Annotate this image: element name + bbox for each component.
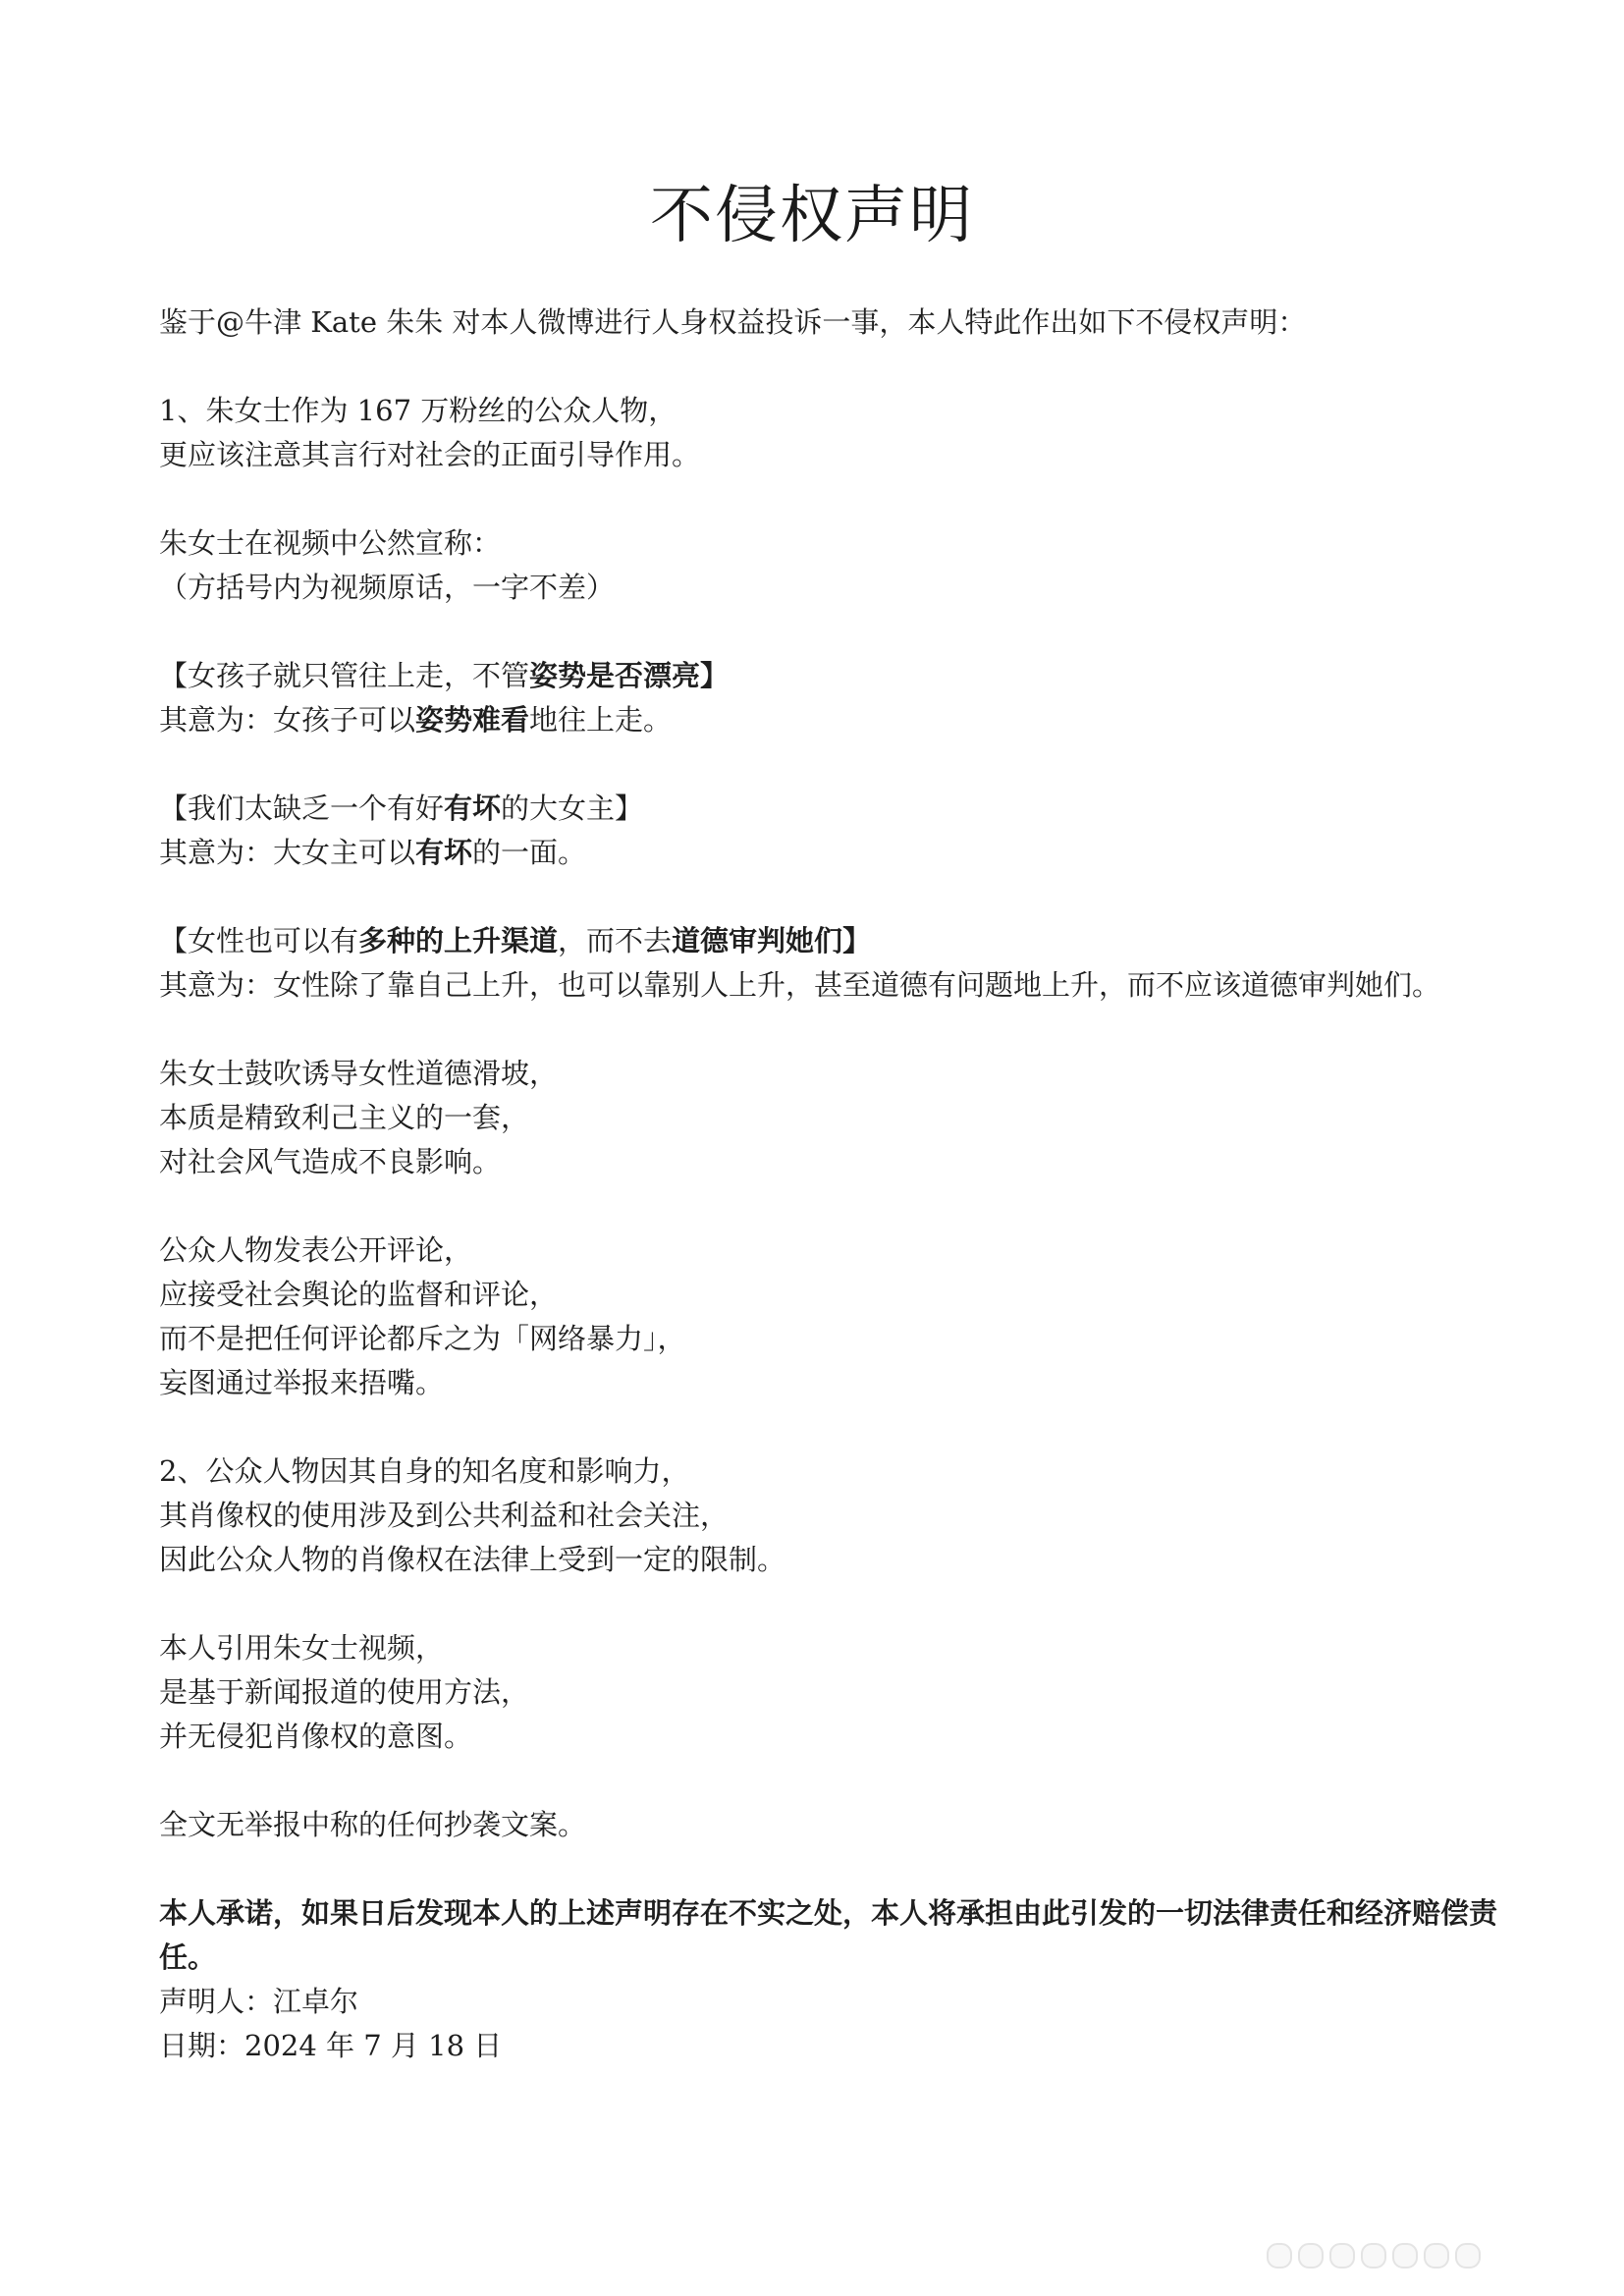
quote1-post: 】 — [700, 659, 730, 692]
quote2-meaning — [159, 831, 1524, 875]
quote2-bold: 有坏 — [444, 792, 502, 825]
watermark-dot — [1455, 2243, 1481, 2269]
quote3 — [159, 919, 1524, 963]
point1-line1: 1、朱女士作为 167 万粉丝的公众人物， — [159, 394, 677, 427]
quote1-meaning — [159, 698, 1524, 742]
quote3-post: 】 — [842, 924, 872, 957]
citation-line3: 并无侵犯肖像权的意图。 — [159, 1720, 473, 1753]
video-claim-line2: （方括号内为视频原话，一字不差） — [159, 571, 616, 604]
point2-line3: 因此公众人物的肖像权在法律上受到一定的限制。 — [159, 1543, 786, 1576]
quote2-meaning-pre: 其意为：大女主可以 — [159, 836, 416, 869]
quote1-meaning-bold: 姿势难看 — [415, 703, 530, 737]
slope-line3: 对社会风气造成不良影响。 — [159, 1145, 502, 1178]
intro-line: 鉴于@牛津 Kate 朱朱 对本人微博进行人身权益投诉一事，本人特此作出如下不侵权声明： — [159, 305, 1307, 339]
public-line1: 公众人物发表公开评论， — [159, 1233, 473, 1267]
public-line4: 妄图通过举报来捂嘴。 — [159, 1366, 445, 1399]
watermark-dot — [1361, 2243, 1386, 2269]
slope-line1: 朱女士鼓吹诱导女性道德滑坡， — [159, 1057, 559, 1090]
document-body — [159, 301, 1524, 2068]
quote1-meaning-post: 地往上走。 — [529, 703, 673, 737]
slope-line2: 本质是精致利己主义的一套， — [159, 1101, 530, 1134]
quote3-bold1: 多种的上升渠道 — [358, 924, 559, 957]
watermark-dot — [1267, 2243, 1292, 2269]
quote2 — [159, 787, 1524, 831]
watermark-dots — [1267, 2243, 1481, 2269]
no-plagiarism-line: 全文无举报中称的任何抄袭文案。 — [159, 1808, 587, 1841]
watermark-dot — [1392, 2243, 1418, 2269]
quote3-pre: 【女性也可以有 — [159, 924, 359, 957]
watermark-dot — [1298, 2243, 1324, 2269]
quote2-meaning-post: 的一面。 — [472, 836, 587, 869]
quote2-meaning-bold: 有坏 — [415, 836, 473, 869]
document-title: 不侵权声明 — [650, 180, 974, 252]
watermark-dot — [1329, 2243, 1355, 2269]
watermark-dot — [1424, 2243, 1449, 2269]
quote1 — [159, 654, 1524, 698]
point1-line2: 更应该注意其言行对社会的正面引导作用。 — [159, 438, 701, 471]
point2-line1: 2、公众人物因其自身的知名度和影响力， — [159, 1454, 690, 1488]
quote3-meaning: 其意为：女性除了靠自己上升，也可以靠别人上升，甚至道德有问题地上升，而不应该道德审判她们。 — [159, 968, 1441, 1002]
citation-line2: 是基于新闻报道的使用方法， — [159, 1675, 530, 1709]
point2-line2: 其肖像权的使用涉及到公共利益和社会关注， — [159, 1499, 730, 1532]
public-line3: 而不是把任何评论都斥之为「网络暴力」， — [159, 1322, 686, 1355]
citation-line1: 本人引用朱女士视频， — [159, 1631, 445, 1665]
quote2-pre: 【我们太缺乏一个有好 — [159, 792, 445, 825]
commitment-paragraph: 本人承诺，如果日后发现本人的上述声明存在不实之处，本人将承担由此引发的一切法律责任和经济赔偿责任。 — [159, 1896, 1498, 1974]
quote3-mid: ，而不去 — [558, 924, 673, 957]
quote1-pre: 【女孩子就只管往上走，不管 — [159, 659, 530, 692]
quote2-post: 的大女主】 — [501, 792, 644, 825]
quote1-meaning-pre: 其意为：女孩子可以 — [159, 703, 416, 737]
date-line: 日期：2024 年 7 月 18 日 — [159, 2029, 503, 2062]
public-line2: 应接受社会舆论的监督和评论， — [159, 1278, 559, 1311]
quote3-bold2: 道德审判她们 — [672, 924, 843, 957]
video-claim-line1: 朱女士在视频中公然宣称： — [159, 526, 502, 560]
quote1-bold: 姿势是否漂亮 — [529, 659, 701, 692]
declarant-line: 声明人：江卓尔 — [159, 1985, 359, 2018]
